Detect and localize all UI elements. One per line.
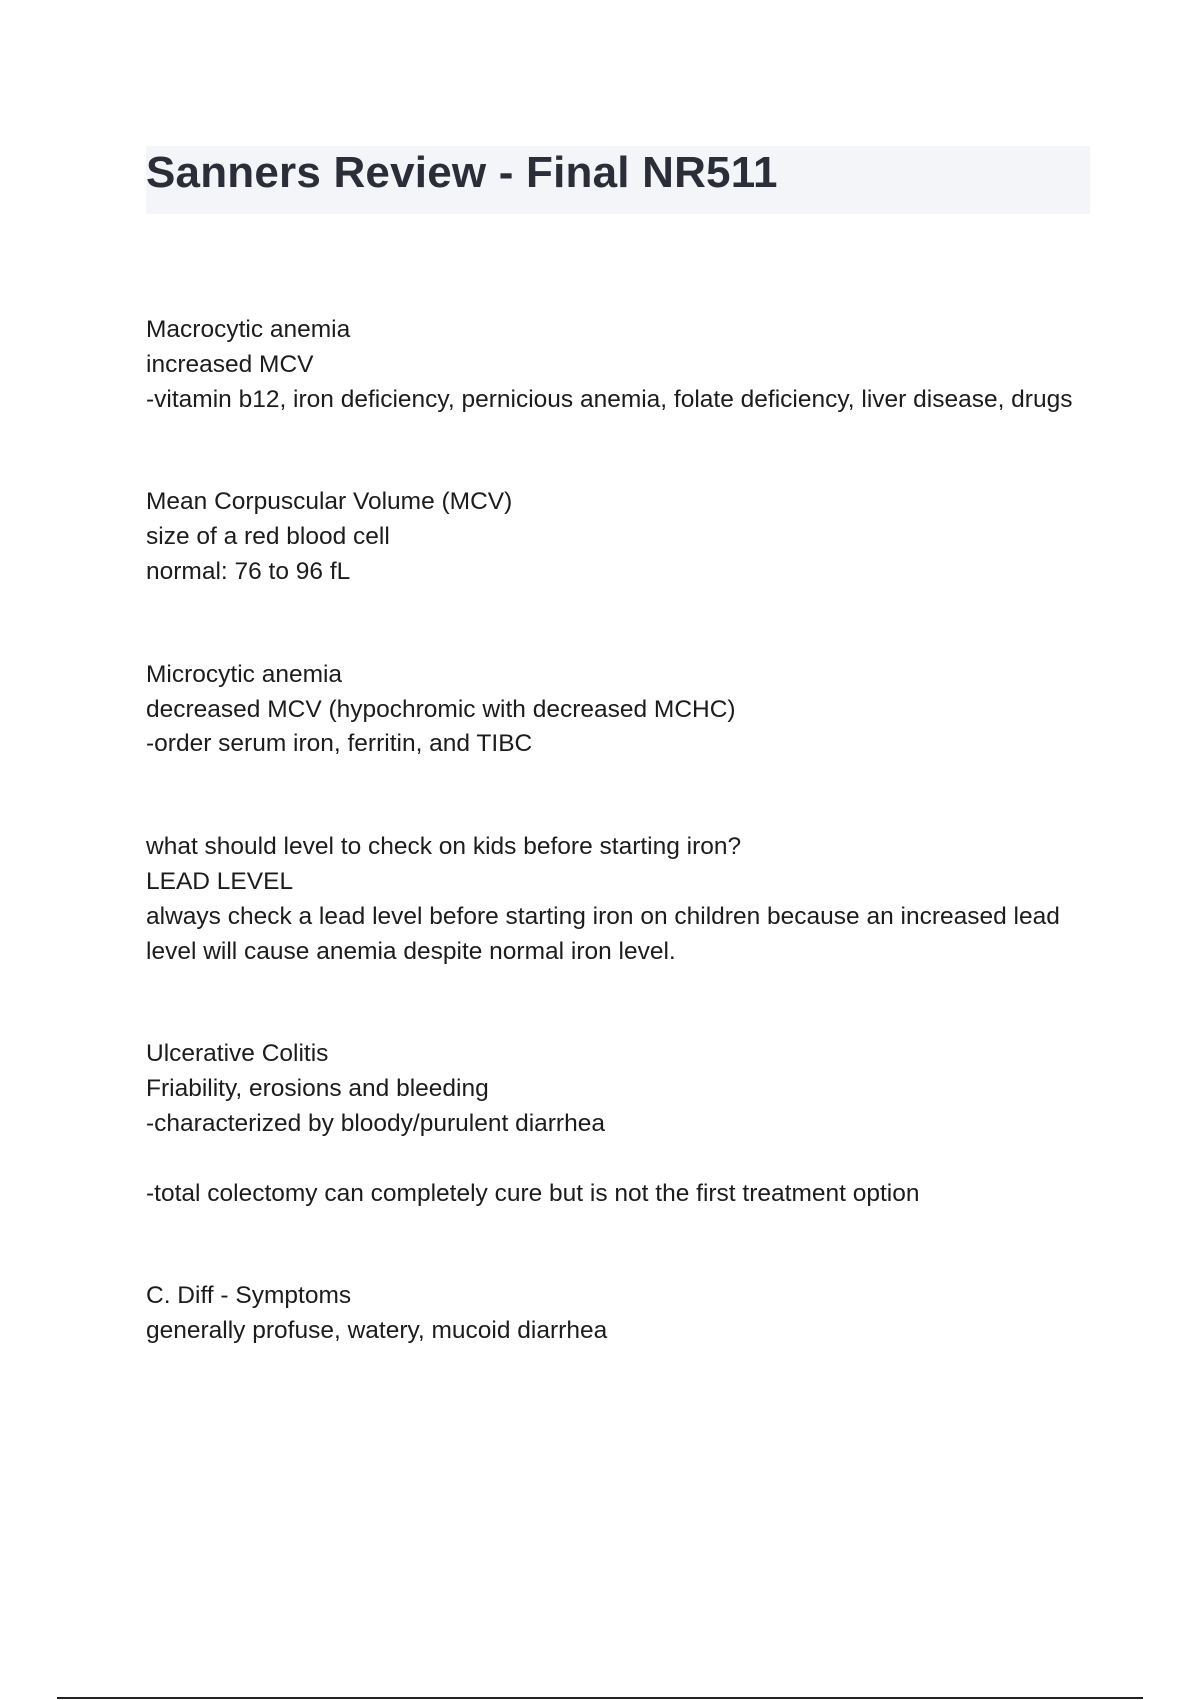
flashcard-definition-line: -order serum iron, ferritin, and TIBC	[146, 730, 533, 758]
footer-divider	[57, 1697, 1143, 1699]
flashcard	[146, 1037, 1096, 1211]
flashcard-term: what should level to check on kids before starting iron?	[146, 833, 742, 861]
flashcard-term: C. Diff - Symptoms	[146, 1282, 352, 1310]
flashcard-definition-line: LEAD LEVEL	[146, 867, 294, 895]
flashcard-definition-line: increased MCV	[146, 350, 314, 378]
page-title: Sanners Review - Final NR511	[146, 148, 778, 197]
flashcard	[146, 830, 1096, 969]
flashcard	[146, 658, 1096, 762]
flashcard-definition-line: normal: 76 to 96 fL	[146, 557, 351, 585]
flashcard-definition-line: Friability, erosions and bleeding	[146, 1075, 489, 1103]
flashcard-definition-line: size of a red blood cell	[146, 523, 390, 551]
flashcard-term: Ulcerative Colitis	[146, 1040, 329, 1068]
flashcard	[146, 313, 1096, 417]
flashcard-term: Mean Corpuscular Volume (MCV)	[146, 488, 513, 516]
flashcard-definition-line: generally profuse, watery, mucoid diarrhea	[146, 1317, 608, 1345]
flashcard-definition-line: -total colectomy can completely cure but is not the first treatment option	[146, 1179, 920, 1207]
flashcard-term: Microcytic anemia	[146, 660, 343, 688]
flashcard	[146, 485, 1096, 589]
flashcard-definition-line: -vitamin b12, iron deficiency, pernicious anemia, folate deficiency, liver disease, drugs	[146, 385, 1073, 413]
flashcard	[146, 1279, 1096, 1349]
blank-line	[146, 1142, 1096, 1177]
flashcard-term: Macrocytic anemia	[146, 316, 351, 343]
flashcard-definition-line: -characterized by bloody/purulent diarrhea	[146, 1109, 605, 1137]
flashcard-definition-line: always check a lead level before starting iron on children because an increased lead level will cause anemia despite normal iron level.	[146, 902, 1067, 965]
flashcard-definition-line: decreased MCV (hypochromic with decreased MCHC)	[146, 695, 736, 723]
flashcard-list	[146, 313, 1096, 1417]
